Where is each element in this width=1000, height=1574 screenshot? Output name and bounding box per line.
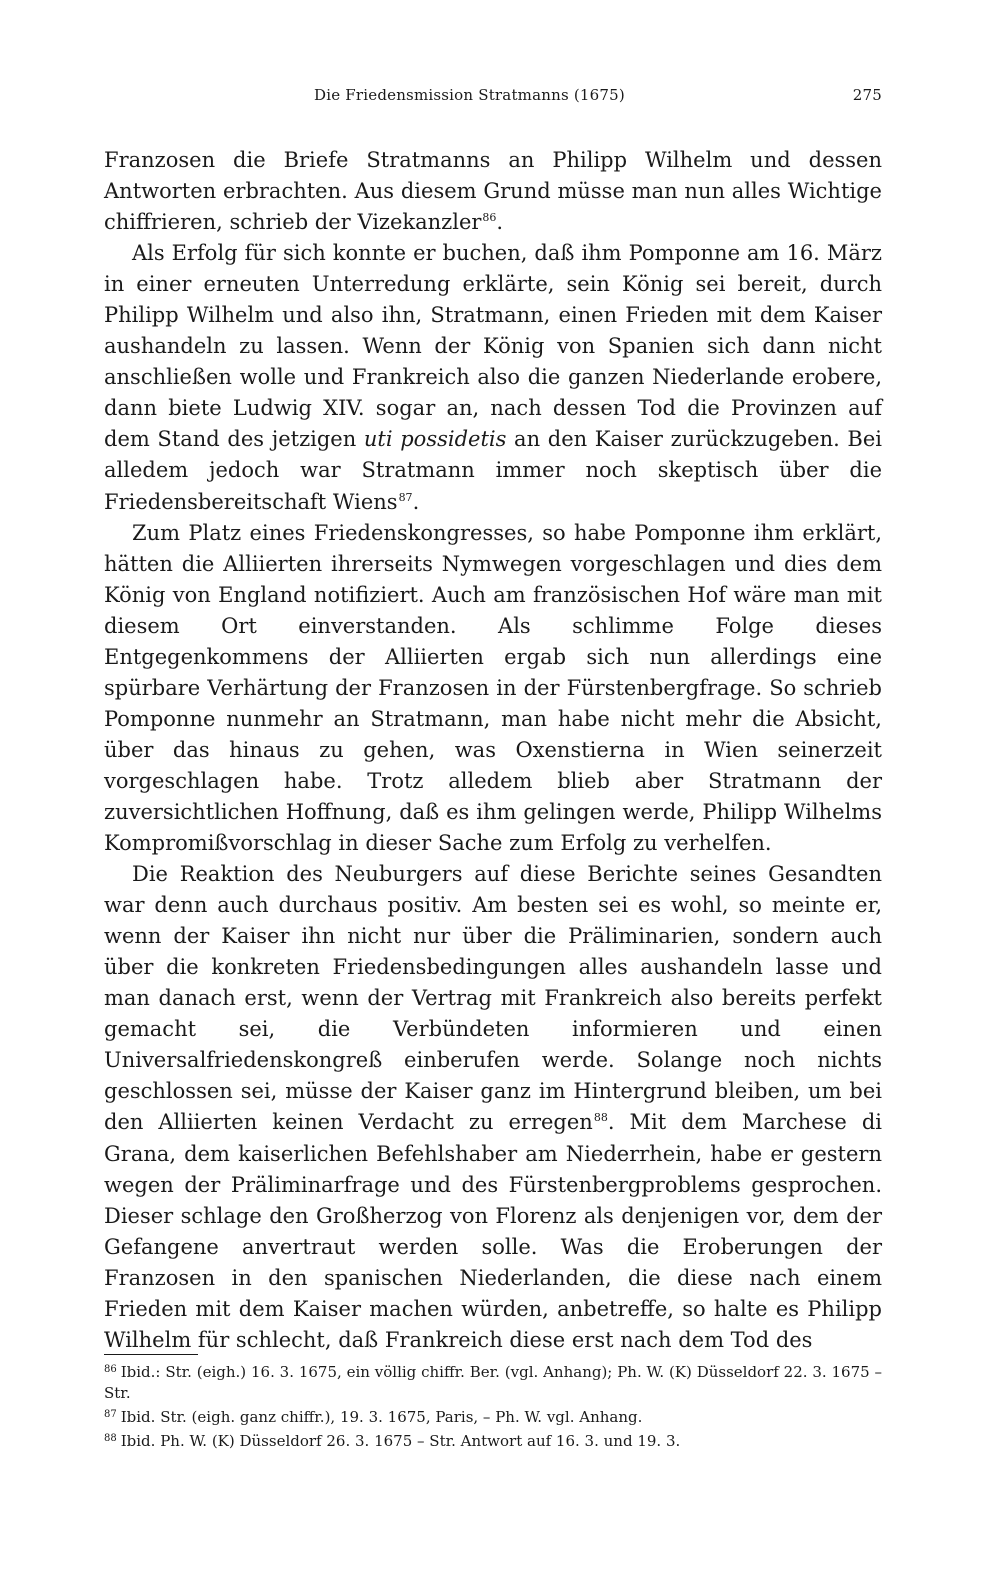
paragraph-text: . — [412, 489, 420, 514]
paragraph-3 — [104, 518, 882, 860]
paragraph-2 — [104, 238, 882, 517]
paragraph-text: Zum Platz eines Friedenskongresses, so habe Pomponne ihm erklärt, hätten die Alliierten ihrerseits Nymwegen vorgeschlagen und dies dem König von England notifiziert. Auch am französischen Hof wäre man mit diesem Ort einverstanden. Als schlimme Folge dieses Entgegenkommens der Alliierten ergab sich nun allerdings eine spürbare Verhärtung der Franzosen in der Fürstenbergfrage. So schrieb Pomponne nunmehr an Stratmann, man habe nicht mehr die Absicht, über das hinaus zu gehen, was Oxenstierna in Wien seinerzeit vorgeschlagen habe. Trotz alledem blieb aber Stratmann der zuversichtlichen Hoffnung, daß es ihm gelingen werde, Philipp Wilhelms Kompromißvorschlag in dieser Sache zum Erfolg zu verhelfen. — [104, 520, 882, 856]
footnote-divider — [104, 1354, 198, 1355]
paragraph-text: Franzosen die Briefe Stratmanns an Philipp Wilhelm und dessen Antworten erbrachten. Aus diesem Grund müsse man nun alles Wichtige chiffrieren, schrieb der Vizekanzler — [104, 148, 882, 235]
footnote-number: 86 — [104, 1364, 117, 1375]
footnote-87 — [104, 1404, 882, 1428]
footnote-text: Ibid. Str. (eigh. ganz chiffr.), 19. 3. 1675, Paris, – Ph. W. vgl. Anhang. — [120, 1408, 643, 1426]
body-text — [104, 145, 882, 1356]
page — [104, 86, 882, 1356]
page-number: 275 — [852, 86, 882, 104]
footnote-ref-87[interactable]: 87 — [398, 490, 413, 504]
italic-phrase: uti possidetis — [363, 427, 507, 452]
paragraph-text: . Mit dem Marchese di Grana, dem kaiserlichen Befehlshaber am Niederrhein, habe er gestern wegen der Präliminarfrage und des Fürstenbergproblems gesprochen. Dieser schlage den Großherzog von Florenz als denjenigen vor, dem der Gefangene anvertraut werden solle. Was die Eroberungen der Franzosen in den spanischen Niederlanden, die diese nach einem Frieden mit dem Kaiser machen würden, anbetreffe, so halte es Philipp Wilhelm für schlecht, daß Frankreich diese erst nach dem Tod des — [104, 1110, 882, 1352]
paragraph-1 — [104, 145, 882, 238]
footnotes — [104, 1359, 882, 1452]
footnote-number: 87 — [104, 1409, 117, 1420]
running-head — [104, 86, 882, 116]
footnote-text: Ibid.: Str. (eigh.) 16. 3. 1675, ein völlig chiffr. Ber. (vgl. Anhang); Ph. W. (K) Düsseldorf 22. 3. 1675 – Str. — [104, 1363, 882, 1402]
paragraph-text: an den Kaiser zurückzugeben. Bei alledem jedoch war Stratmann immer noch skeptisch über die Friedensbereitschaft Wiens — [104, 427, 883, 514]
footnote-ref-86[interactable]: 86 — [482, 211, 497, 225]
paragraph-text: Die Reaktion des Neuburgers auf diese Berichte seines Gesandten war denn auch durchaus positiv. Am besten sei es wohl, so meinte er, wenn der Kaiser ihn nicht nur über die Präliminarien, sondern auch über die konkreten Friedensbedingungen alles aushandeln lasse und man danach erst, wenn der Vertrag mit Frankreich also bereits perfekt gemacht sei, die Verbündeten informieren und einen Universalfriedenskongreß einberufen werde. Solange noch nichts geschlossen sei, müsse der Kaiser ganz im Hintergrund bleiben, um bei den Alliierten keinen Verdacht zu erregen — [104, 862, 882, 1135]
paragraph-text: . — [496, 210, 504, 235]
footnote-ref-88[interactable]: 88 — [593, 1111, 608, 1125]
footnote-number: 88 — [104, 1433, 117, 1444]
footnote-88 — [104, 1428, 882, 1452]
footnote-86 — [104, 1359, 882, 1404]
paragraph-4 — [104, 859, 882, 1356]
paragraph-text: Als Erfolg für sich konnte er buchen, daß ihm Pomponne am 16. März in einer erneuten Unterredung erklärte, sein König sei bereit, durch Philipp Wilhelm und also ihn, Stratmann, einen Frieden mit dem Kaiser aushandeln zu lassen. Wenn der König von Spanien sich dann nicht anschließen wolle und Frankreich also die ganzen Niederlande erobere, dann biete Ludwig XIV. sogar an, nach dessen Tod die Provinzen auf dem Stand des jetzigen — [104, 241, 882, 452]
footnote-text: Ibid. Ph. W. (K) Düsseldorf 26. 3. 1675 – Str. Antwort auf 16. 3. und 19. 3. — [120, 1432, 681, 1450]
running-title: Die Friedensmission Stratmanns (1675) — [314, 86, 625, 104]
